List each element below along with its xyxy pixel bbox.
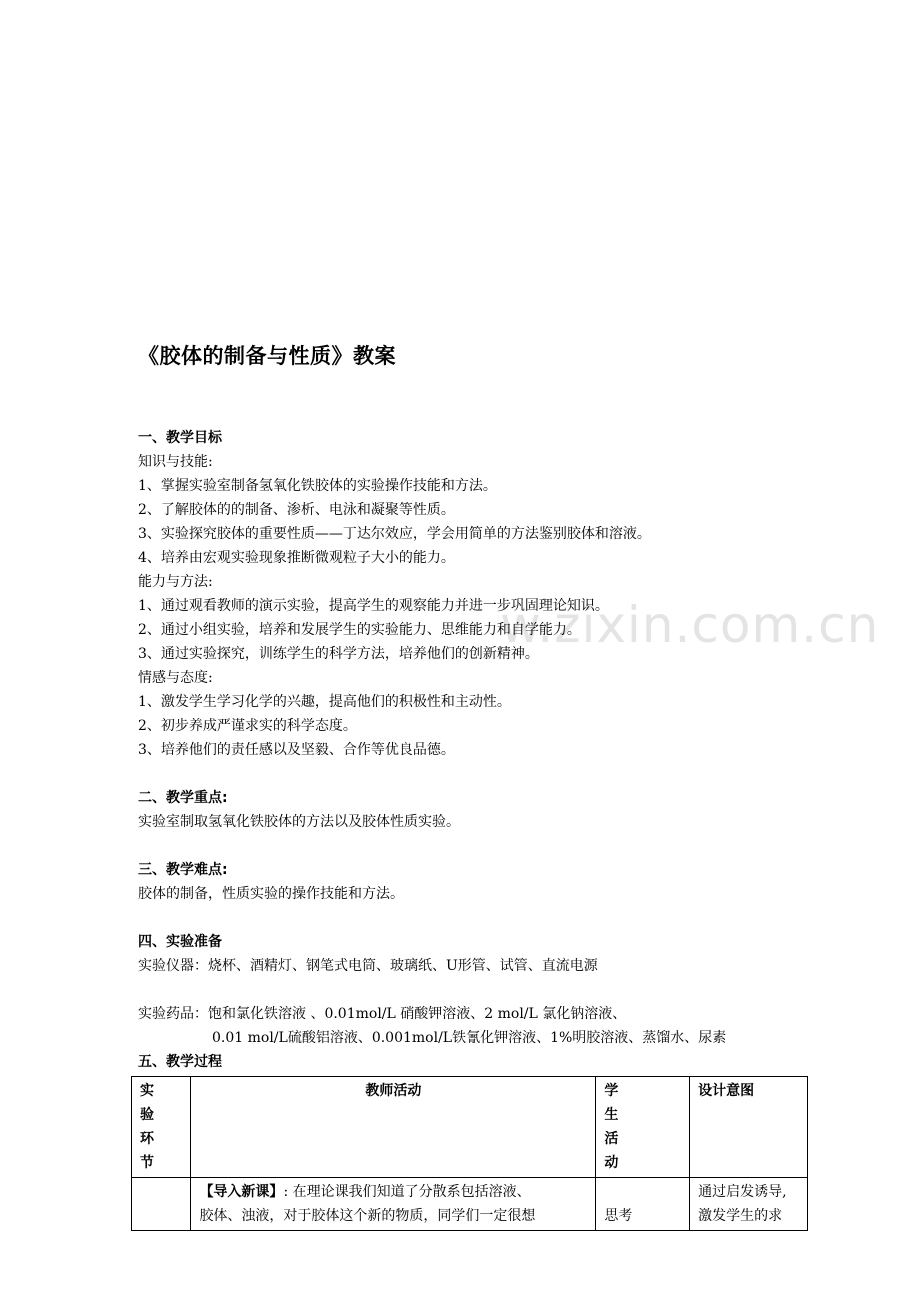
- teacher-activity-cell: 【导入新课】: 在理论课我们知道了分散系包括溶液、 胶体、浊液，对于胶体这个新的物质，同学们一定很想: [191, 1178, 596, 1231]
- section-heading-preparation: 四、实验准备: [138, 934, 222, 950]
- knowledge-item: 3、实验探究胶体的重要性质——丁达尔效应，学会用简单的方法鉴别胶体和溶液。: [138, 526, 651, 542]
- section-heading-process: 五、教学过程: [138, 1054, 222, 1070]
- key-points-text: 实验室制取氢氧化铁胶体的方法以及胶体性质实验。: [138, 814, 460, 830]
- header-student-activity: 学 生 活 动: [596, 1077, 690, 1178]
- difficulties-text: 胶体的制备，性质实验的操作技能和方法。: [138, 886, 404, 902]
- process-table: [131, 1076, 808, 1231]
- ability-item: 3、通过实验探究，训练学生的科学方法，培养他们的创新精神。: [138, 646, 539, 662]
- emotion-item: 1、激发学生学习化学的兴趣，提高他们的积极性和主动性。: [138, 694, 511, 710]
- emotion-item: 3、培养他们的责任感以及坚毅、合作等优良品德。: [138, 742, 455, 758]
- table-row: [132, 1178, 808, 1231]
- reagents-text: 实验药品：饱和氯化铁溶液 、0.01mol/L 硝酸钾溶液、2 mol/L 氯化钠溶液、: [138, 1006, 627, 1022]
- emotion-item: 2、初步养成严谨求实的科学态度。: [138, 718, 357, 734]
- stage-cell: [132, 1178, 191, 1231]
- student-activity-cell: 思考: [596, 1178, 690, 1231]
- ability-item: 1、通过观看教师的演示实验，提高学生的观察能力并进一步巩固理论知识。: [138, 598, 609, 614]
- design-intent-cell: 通过启发诱导, 激发学生的求: [690, 1178, 808, 1231]
- header-design-intent: 设计意图: [690, 1077, 808, 1178]
- section-heading-key-points: 二、教学重点:: [138, 790, 228, 806]
- knowledge-item: 2、了解胶体的的制备、渗析、电泳和凝聚等性质。: [138, 502, 455, 518]
- header-stage: 实 验 环 节: [132, 1077, 191, 1178]
- instruments-text: 实验仪器：烧杯、酒精灯、钢笔式电筒、玻璃纸、U形管、试管、直流电源: [138, 958, 598, 974]
- table-header-row: [132, 1077, 808, 1178]
- intro-tag: 【导入新课】: [199, 1184, 284, 1200]
- knowledge-label: 知识与技能:: [138, 454, 213, 470]
- ability-label: 能力与方法:: [138, 574, 213, 590]
- section-heading-difficulties: 三、教学难点:: [138, 862, 228, 878]
- document-body: [138, 426, 818, 1074]
- knowledge-item: 1、掌握实验室制备氢氧化铁胶体的实验操作技能和方法。: [138, 478, 497, 494]
- watermark: w.zixin.com.cn: [500, 596, 880, 654]
- emotion-label: 情感与态度:: [138, 670, 213, 686]
- document-title: 《胶体的制备与性质》教案: [138, 344, 396, 368]
- ability-item: 2、通过小组实验，培养和发展学生的实验能力、思维能力和自学能力。: [138, 622, 581, 638]
- header-teacher-activity: 教师活动: [191, 1077, 596, 1178]
- section-heading-objectives: 一、教学目标: [138, 430, 222, 446]
- knowledge-item: 4、培养由宏观实验现象推断微观粒子大小的能力。: [138, 550, 455, 566]
- reagents-text-continued: 0.01 mol/L硫酸铝溶液、0.001mol/L铁氰化钾溶液、1%明胶溶液、蒸馏水、尿素: [212, 1030, 727, 1046]
